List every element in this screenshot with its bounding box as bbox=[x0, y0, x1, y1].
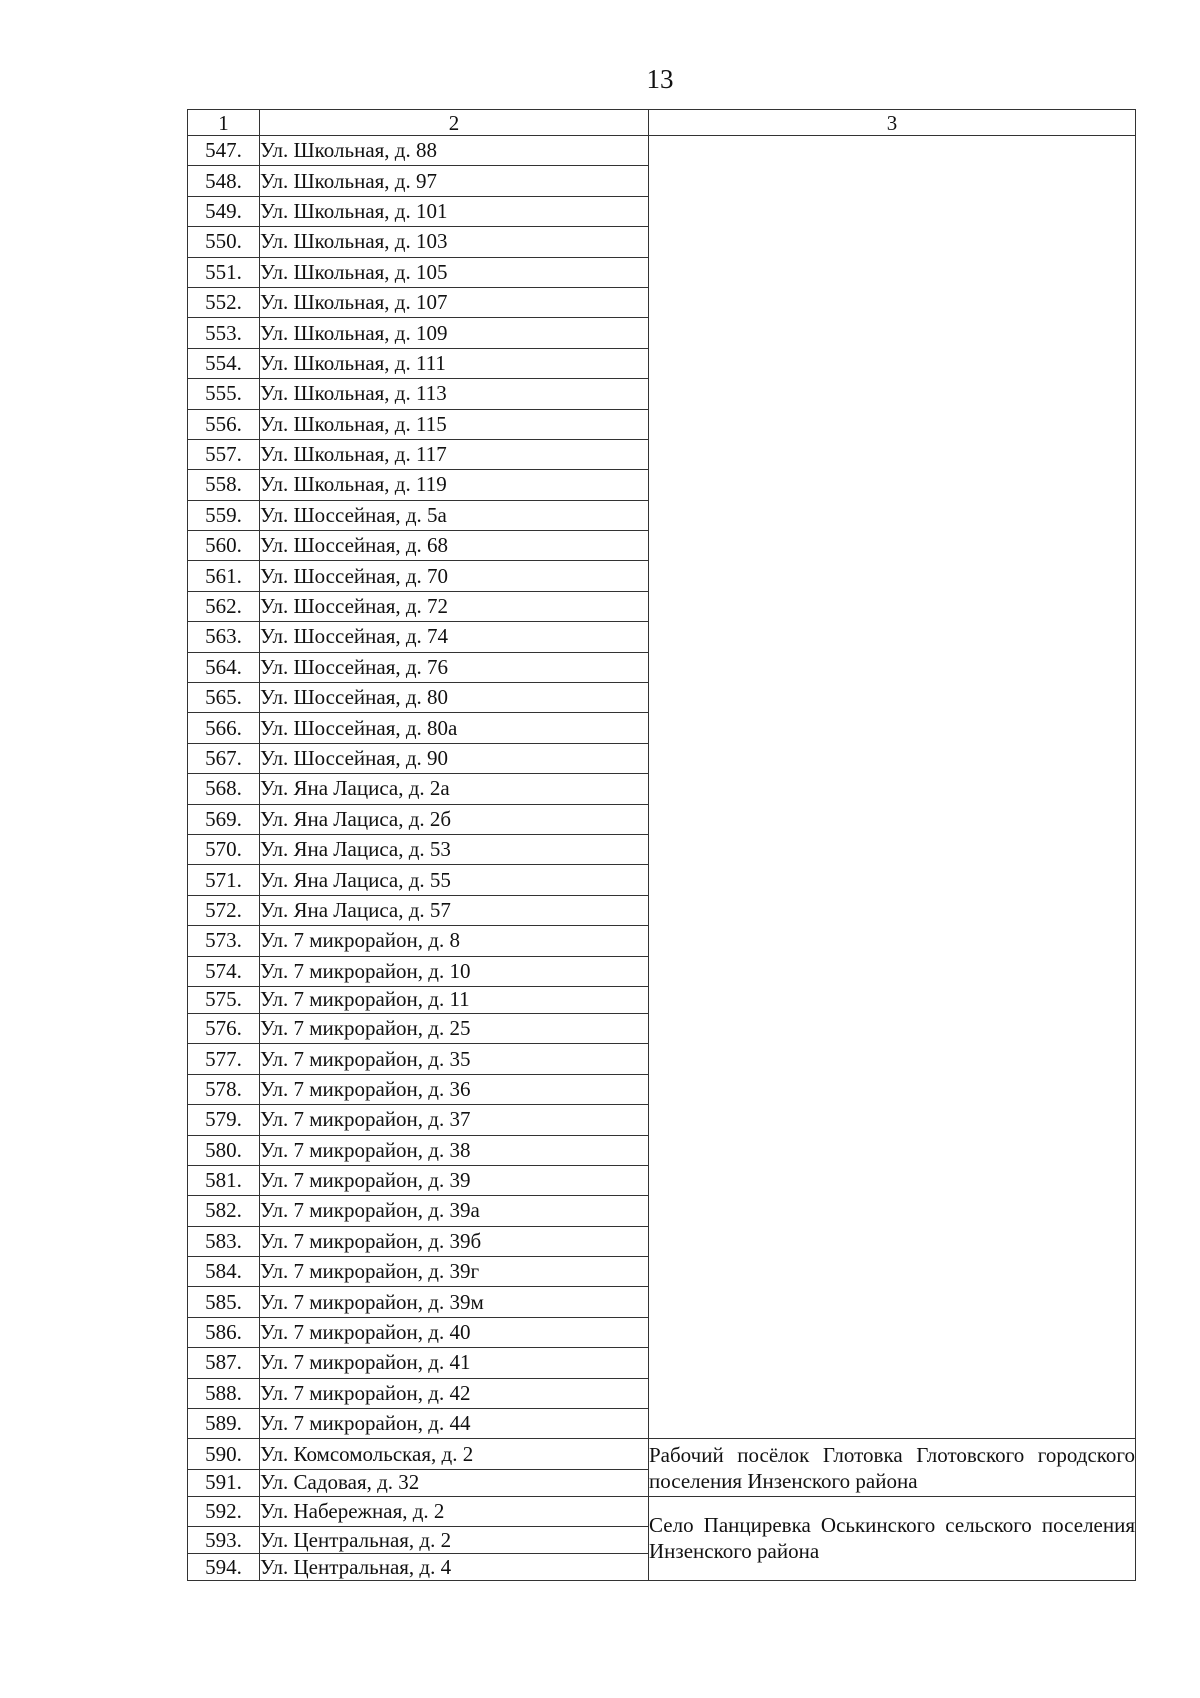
row-address: Ул. 7 микрорайон, д. 39г bbox=[260, 1257, 649, 1287]
row-number: 565. bbox=[188, 683, 260, 713]
row-address: Ул. 7 микрорайон, д. 39б bbox=[260, 1226, 649, 1256]
row-address: Ул. 7 микрорайон, д. 38 bbox=[260, 1135, 649, 1165]
row-number: 552. bbox=[188, 287, 260, 317]
row-number: 562. bbox=[188, 591, 260, 621]
row-number: 570. bbox=[188, 834, 260, 864]
row-number: 573. bbox=[188, 926, 260, 956]
row-address: Ул. Шоссейная, д. 74 bbox=[260, 622, 649, 652]
row-address: Ул. Школьная, д. 97 bbox=[260, 166, 649, 196]
row-address: Ул. Шоссейная, д. 68 bbox=[260, 531, 649, 561]
row-address: Ул. Школьная, д. 88 bbox=[260, 136, 649, 166]
row-address: Ул. 7 микрорайон, д. 44 bbox=[260, 1409, 649, 1439]
row-address: Ул. 7 микрорайон, д. 39 bbox=[260, 1165, 649, 1195]
row-address: Ул. Школьная, д. 119 bbox=[260, 470, 649, 500]
row-number: 568. bbox=[188, 774, 260, 804]
row-address: Ул. Набережная, д. 2 bbox=[260, 1496, 649, 1526]
row-address: Ул. 7 микрорайон, д. 35 bbox=[260, 1044, 649, 1074]
column-header-2: 2 bbox=[260, 110, 649, 136]
row-address: Ул. 7 микрорайон, д. 39м bbox=[260, 1287, 649, 1317]
row-locality: Рабочий посёлок Глотовка Глотовского городского поселения Инзенского района bbox=[649, 1439, 1136, 1496]
row-address: Ул. Яна Лациса, д. 2б bbox=[260, 804, 649, 834]
row-address: Ул. 7 микрорайон, д. 40 bbox=[260, 1317, 649, 1347]
row-number: 571. bbox=[188, 865, 260, 895]
row-address: Ул. Шоссейная, д. 80 bbox=[260, 683, 649, 713]
row-number: 557. bbox=[188, 439, 260, 469]
row-number: 550. bbox=[188, 227, 260, 257]
row-address: Ул. Яна Лациса, д. 57 bbox=[260, 895, 649, 925]
row-address: Ул. Яна Лациса, д. 53 bbox=[260, 834, 649, 864]
row-address: Ул. Шоссейная, д. 90 bbox=[260, 743, 649, 773]
row-number: 576. bbox=[188, 1013, 260, 1043]
row-address: Ул. 7 микрорайон, д. 41 bbox=[260, 1348, 649, 1378]
row-number: 559. bbox=[188, 500, 260, 530]
row-number: 594. bbox=[188, 1554, 260, 1581]
row-address: Ул. Школьная, д. 103 bbox=[260, 227, 649, 257]
row-number: 556. bbox=[188, 409, 260, 439]
row-address: Ул. Шоссейная, д. 70 bbox=[260, 561, 649, 591]
row-number: 561. bbox=[188, 561, 260, 591]
row-number: 592. bbox=[188, 1496, 260, 1526]
row-address: Ул. 7 микрорайон, д. 10 bbox=[260, 956, 649, 986]
row-address: Ул. Яна Лациса, д. 55 bbox=[260, 865, 649, 895]
row-number: 580. bbox=[188, 1135, 260, 1165]
table-row bbox=[188, 136, 1136, 166]
row-number: 588. bbox=[188, 1378, 260, 1408]
row-number: 554. bbox=[188, 348, 260, 378]
row-number: 555. bbox=[188, 379, 260, 409]
row-address: Ул. 7 микрорайон, д. 25 bbox=[260, 1013, 649, 1043]
row-address: Ул. Школьная, д. 109 bbox=[260, 318, 649, 348]
row-number: 586. bbox=[188, 1317, 260, 1347]
row-number: 579. bbox=[188, 1105, 260, 1135]
row-number: 589. bbox=[188, 1409, 260, 1439]
row-number: 548. bbox=[188, 166, 260, 196]
row-address: Ул. Школьная, д. 105 bbox=[260, 257, 649, 287]
row-address: Ул. Садовая, д. 32 bbox=[260, 1469, 649, 1496]
row-address: Ул. 7 микрорайон, д. 39а bbox=[260, 1196, 649, 1226]
row-locality: Село Панциревка Оськинского сельского поселения Инзенского района bbox=[649, 1496, 1136, 1580]
row-address: Ул. Шоссейная, д. 72 bbox=[260, 591, 649, 621]
page-number: 13 bbox=[646, 64, 674, 94]
row-number: 547. bbox=[188, 136, 260, 166]
row-number: 585. bbox=[188, 1287, 260, 1317]
row-address: Ул. Яна Лациса, д. 2а bbox=[260, 774, 649, 804]
row-number: 566. bbox=[188, 713, 260, 743]
row-number: 583. bbox=[188, 1226, 260, 1256]
row-number: 582. bbox=[188, 1196, 260, 1226]
table-row bbox=[188, 1439, 1136, 1469]
row-number: 577. bbox=[188, 1044, 260, 1074]
row-address: Ул. 7 микрорайон, д. 37 bbox=[260, 1105, 649, 1135]
row-address: Ул. Шоссейная, д. 76 bbox=[260, 652, 649, 682]
row-number: 572. bbox=[188, 895, 260, 925]
row-number: 558. bbox=[188, 470, 260, 500]
row-number: 560. bbox=[188, 531, 260, 561]
row-address: Ул. Центральная, д. 4 bbox=[260, 1554, 649, 1581]
row-number: 584. bbox=[188, 1257, 260, 1287]
row-number: 578. bbox=[188, 1074, 260, 1104]
row-number: 581. bbox=[188, 1165, 260, 1195]
column-header-3: 3 bbox=[649, 110, 1136, 136]
table-body bbox=[188, 136, 1136, 1581]
table-header-row bbox=[188, 110, 1136, 136]
row-address: Ул. Школьная, д. 113 bbox=[260, 379, 649, 409]
table-row bbox=[188, 1496, 1136, 1526]
column-header-1: 1 bbox=[188, 110, 260, 136]
row-address: Ул. Школьная, д. 101 bbox=[260, 196, 649, 226]
row-address: Ул. Школьная, д. 115 bbox=[260, 409, 649, 439]
addresses-table bbox=[187, 109, 1136, 1581]
row-number: 587. bbox=[188, 1348, 260, 1378]
row-number: 564. bbox=[188, 652, 260, 682]
row-number: 593. bbox=[188, 1527, 260, 1554]
row-number: 549. bbox=[188, 196, 260, 226]
row-address: Ул. Центральная, д. 2 bbox=[260, 1527, 649, 1554]
row-locality bbox=[649, 136, 1136, 1439]
row-address: Ул. Шоссейная, д. 5а bbox=[260, 500, 649, 530]
row-address: Ул. 7 микрорайон, д. 42 bbox=[260, 1378, 649, 1408]
row-address: Ул. Комсомольская, д. 2 bbox=[260, 1439, 649, 1469]
row-number: 569. bbox=[188, 804, 260, 834]
row-address: Ул. 7 микрорайон, д. 8 bbox=[260, 926, 649, 956]
row-number: 563. bbox=[188, 622, 260, 652]
row-number: 590. bbox=[188, 1439, 260, 1469]
row-address: Ул. 7 микрорайон, д. 11 bbox=[260, 986, 649, 1013]
row-number: 567. bbox=[188, 743, 260, 773]
row-number: 574. bbox=[188, 956, 260, 986]
row-number: 551. bbox=[188, 257, 260, 287]
row-number: 575. bbox=[188, 986, 260, 1013]
row-number: 553. bbox=[188, 318, 260, 348]
row-address: Ул. Школьная, д. 117 bbox=[260, 439, 649, 469]
row-address: Ул. 7 микрорайон, д. 36 bbox=[260, 1074, 649, 1104]
row-address: Ул. Школьная, д. 107 bbox=[260, 287, 649, 317]
row-address: Ул. Шоссейная, д. 80а bbox=[260, 713, 649, 743]
row-number: 591. bbox=[188, 1469, 260, 1496]
row-address: Ул. Школьная, д. 111 bbox=[260, 348, 649, 378]
